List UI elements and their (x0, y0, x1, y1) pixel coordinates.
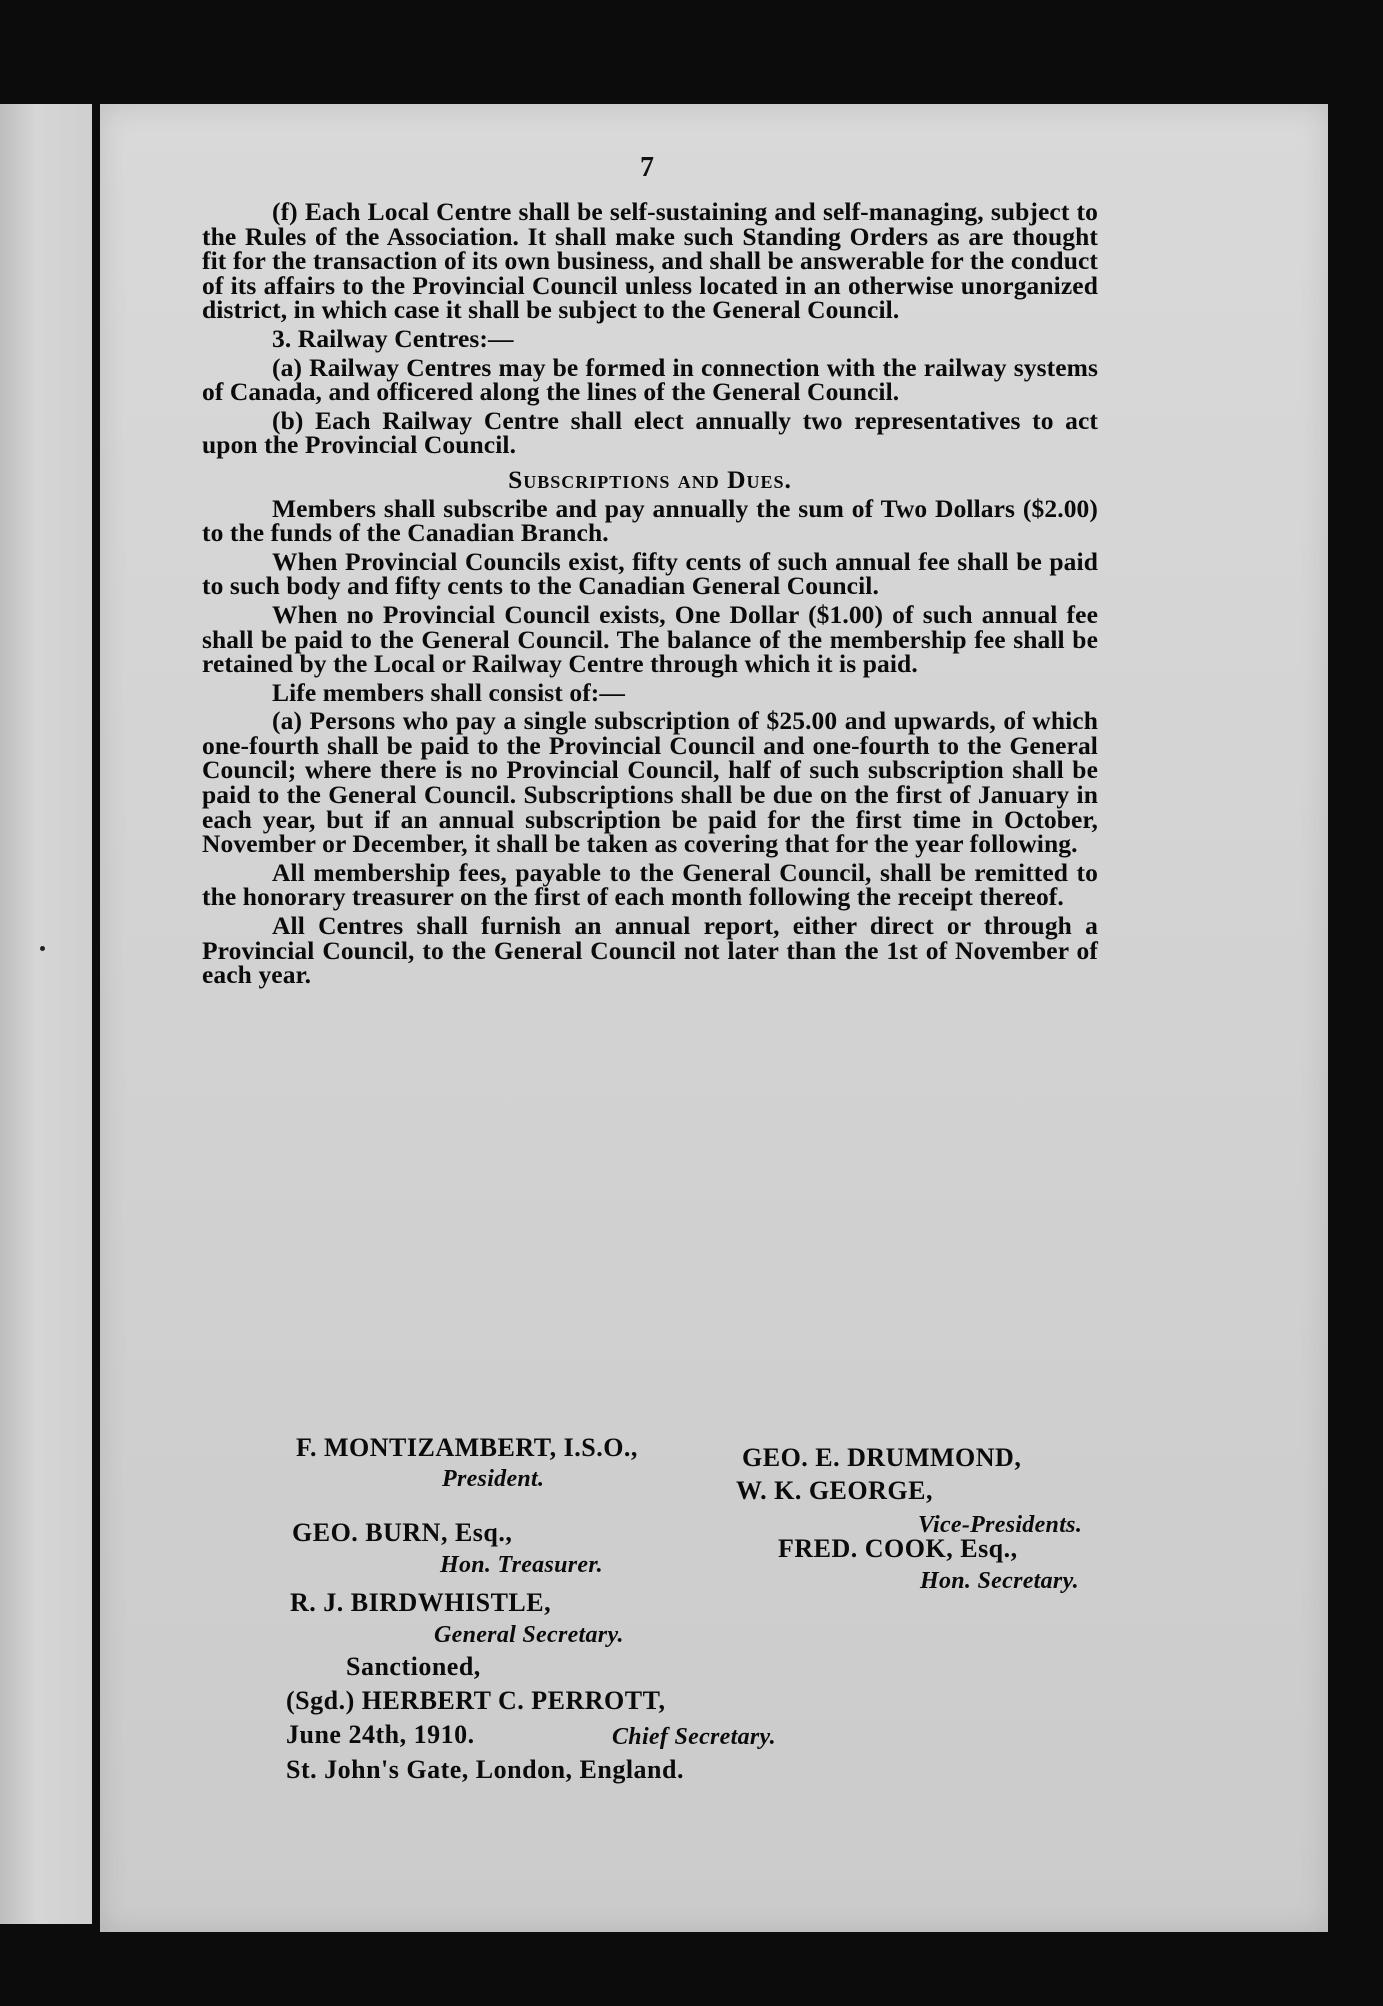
facing-page-edge (0, 104, 92, 1924)
signatory-cook-title: Hon. Secretary. (920, 1568, 1079, 1594)
paragraph: Members shall subscribe and pay annually the sum of Two Dollars ($2.00) to the funds of the Canadian Branch. (202, 493, 1098, 548)
paragraph: Life members shall consist of:— (272, 677, 625, 707)
signatory-burn-name: GEO. BURN, Esq., (292, 1518, 513, 1547)
section-heading: Subscriptions and Dues. (508, 464, 792, 494)
signatory-george-name: W. K. GEORGE, (736, 1476, 933, 1505)
signatory-cook-name: FRED. COOK, Esq., (778, 1534, 1018, 1563)
paragraph: When no Provincial Council exists, One Dollar ($1.00) of such annual fee shall be paid to the General Council. The balance of the membership fee shall be retained by the Local or Railway Centre through which it is paid. (202, 599, 1098, 679)
paragraph: (b) Each Railway Centre shall elect annually two representatives to act upon the Provincial Council. (202, 405, 1098, 460)
page-number: 7 (640, 152, 654, 183)
ink-speck (40, 946, 45, 951)
sanction-date: June 24th, 1910. (286, 1720, 475, 1749)
signatory-birdwhistle-title: General Secretary. (434, 1622, 624, 1648)
sanctioned-label: Sanctioned, (346, 1652, 481, 1681)
paragraph: All Centres shall furnish an annual report, either direct or through a Provincial Council, to the General Council not later than the 1st of November of each year. (202, 911, 1098, 990)
body-text (202, 197, 1098, 992)
signatory-perrott-title: Chief Secretary. (612, 1724, 776, 1750)
paragraph: (f) Each Local Centre shall be self-sustaining and self-managing, subject to the Rules of the Association. It shall make such Standing Orders as are thought fit for the transaction of its own business, and shall be answerable for the conduct of its affairs to the Provincial Council unless located in an otherwise unorganized district, in which case it shall be subject to the General Council. (202, 197, 1098, 325)
signatory-perrott-name: (Sgd.) HERBERT C. PERROTT, (286, 1686, 666, 1715)
paragraph: When Provincial Councils exist, fifty cents of such annual fee shall be paid to such body and fifty cents to the Canadian General Council. (202, 546, 1098, 601)
address: St. John's Gate, London, England. (286, 1755, 684, 1784)
signatory-drummond-name: GEO. E. DRUMMOND, (742, 1443, 1022, 1472)
signatory-birdwhistle-name: R. J. BIRDWHISTLE, (290, 1588, 552, 1617)
paragraph: (a) Persons who pay a single subscription of $25.00 and upwards, of which one-fourth shall be paid to the Provincial Council and one-fourth to the General Council; where there is no Provincial Council, half of such subscription shall be paid to the General Council. Subscriptions shall be due on the first of January in each year, but if an annual subscription be paid for the first time in October, November or December, it shall be taken as covering that for the year following. (202, 706, 1098, 859)
signatory-montizambert-title: President. (442, 1466, 545, 1492)
paragraph: (a) Railway Centres may be formed in connection with the railway systems of Canada, and officered along the lines of the General Council. (202, 352, 1098, 407)
vice-presidents-title: Vice-Presidents. (918, 1512, 1083, 1538)
signatory-burn-title: Hon. Treasurer. (440, 1552, 603, 1578)
paragraph: All membership fees, payable to the General Council, shall be remitted to the honorary treasurer on the first of each month following the receipt thereof. (202, 857, 1098, 912)
paragraph: 3. Railway Centres:— (272, 323, 514, 353)
signatory-montizambert-name: F. MONTIZAMBERT, I.S.O., (296, 1433, 638, 1462)
